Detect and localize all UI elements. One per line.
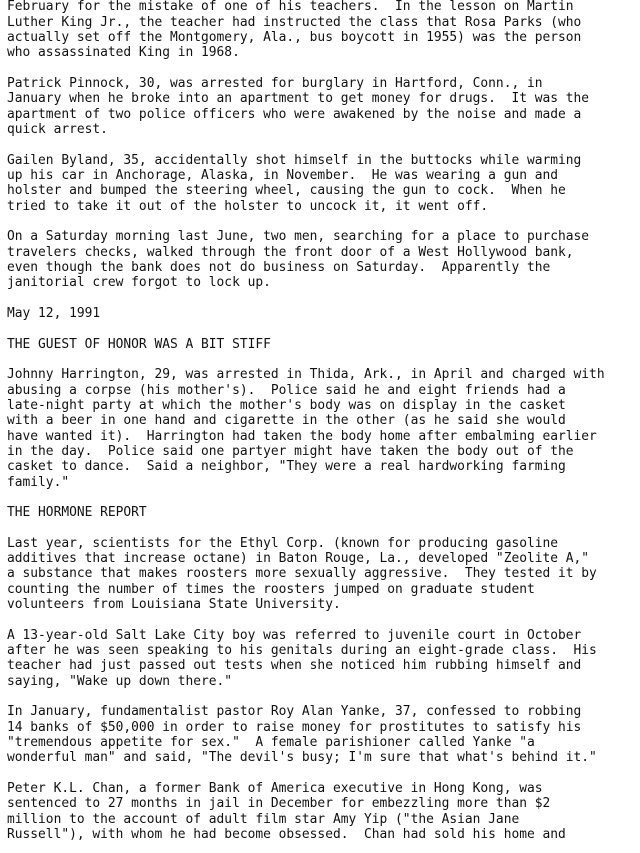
text-line: January when he broke into an apartment to get money for drugs. It was the [7, 91, 590, 107]
text-line [7, 291, 637, 306]
text-line: wonderful man" and said, "The devil's busy; I'm sure that what's behind it." [7, 750, 597, 766]
text-line: On a Saturday morning last June, two men, searching for a place to purchase [7, 229, 590, 245]
text-line [7, 612, 637, 627]
text-line [7, 689, 637, 704]
text-line: Russell"), with whom he had become obsessed. Chan had sold his home and [7, 827, 566, 843]
text-line: February for the mistake of one of his teachers. In the lesson on Martin [7, 0, 574, 15]
text-line: after he was seen speaking to his genitals during an eight-grade class. His [7, 643, 597, 659]
text-line: a substance that makes roosters more sexually aggressive. They tested it by [7, 566, 597, 582]
text-line: volunteers from Louisiana State University. [7, 597, 341, 613]
text-line: Luther King Jr., the teacher had instructed the class that Rosa Parks (who [7, 14, 582, 30]
text-line: 14 banks of $50,000 in order to raise money for prostitutes to satisfy his [7, 719, 582, 735]
text-line: sentenced to 27 months in jail in December for embezzling more than $2 [7, 796, 551, 812]
document-text [7, 0, 637, 842]
text-line: teacher had just passed out tests when she noticed him rubbing himself and [7, 658, 582, 674]
text-line: THE GUEST OF HONOR WAS A BIT STIFF [7, 336, 271, 352]
text-line: even though the bank does not do business on Saturday. Apparently the [7, 259, 551, 275]
text-line: janitorial crew forgot to lock up. [7, 275, 271, 291]
text-line: Peter K.L. Chan, a former Bank of America executive in Hong Kong, was [7, 781, 543, 797]
text-line: A 13-year-old Salt Lake City boy was referred to juvenile court in October [7, 627, 582, 643]
text-line: casket to dance. Said a neighbor, "They were a real hardworking farming [7, 459, 566, 475]
text-line: with a beer in one hand and cigarette in the other (as he said she would [7, 413, 566, 429]
text-line: travelers checks, walked through the front door of a West Hollywood bank, [7, 244, 574, 260]
text-line: saying, "Wake up down there." [7, 673, 233, 689]
text-line: in the day. Police said one partyer might have taken the body out of the [7, 443, 574, 459]
text-line: In January, fundamentalist pastor Roy Alan Yanke, 37, confessed to robbing [7, 704, 582, 720]
text-line: tried to take it out of the holster to uncock it, it went off. [7, 198, 489, 214]
text-line: Patrick Pinnock, 30, was arrested for burglary in Hartford, Conn., in [7, 75, 543, 91]
text-line: additives that increase octane) in Baton Rouge, La., developed "Zeolite A," [7, 551, 590, 567]
text-line: holster and bumped the steering wheel, causing the gun to cock. When he [7, 183, 566, 199]
text-line [7, 352, 637, 367]
text-line [7, 61, 637, 76]
text-line [7, 214, 637, 229]
text-line: counting the number of times the roosters jumped on graduate student [7, 581, 535, 597]
text-line: Last year, scientists for the Ethyl Corp. (known for producing gasoline [7, 535, 559, 551]
text-line: actually set off the Montgomery, Ala., bus boycott in 1955) was the person [7, 29, 582, 45]
text-line [7, 520, 637, 535]
text-line [7, 137, 637, 152]
text-line: Gailen Byland, 35, accidentally shot himself in the buttocks while warming [7, 152, 582, 168]
text-line: apartment of two police officers who were awakened by the noise and made a [7, 106, 582, 122]
text-line: have wanted it). Harrington had taken the body home after embalming earlier [7, 428, 597, 444]
text-line: THE HORMONE REPORT [7, 505, 147, 521]
text-line: up his car in Anchorage, Alaska, in November. He was wearing a gun and [7, 167, 559, 183]
text-line: quick arrest. [7, 121, 108, 137]
text-line: late-night party at which the mother's body was on display in the casket [7, 397, 566, 413]
text-line: who assassinated King in 1968. [7, 45, 240, 61]
text-line [7, 766, 637, 781]
text-line: May 12, 1991 [7, 305, 101, 321]
text-line: million to the account of adult film star Amy Yip ("the Asian Jane [7, 811, 520, 827]
text-line [7, 321, 637, 336]
text-line [7, 490, 637, 505]
text-line: family." [7, 474, 70, 490]
text-line: "tremendous appetite for sex." A female parishioner called Yanke "a [7, 735, 535, 751]
text-line: abusing a corpse (his mother's). Police said he and eight friends had a [7, 382, 566, 398]
text-line: Johnny Harrington, 29, was arrested in Thida, Ark., in April and charged with [7, 367, 605, 383]
